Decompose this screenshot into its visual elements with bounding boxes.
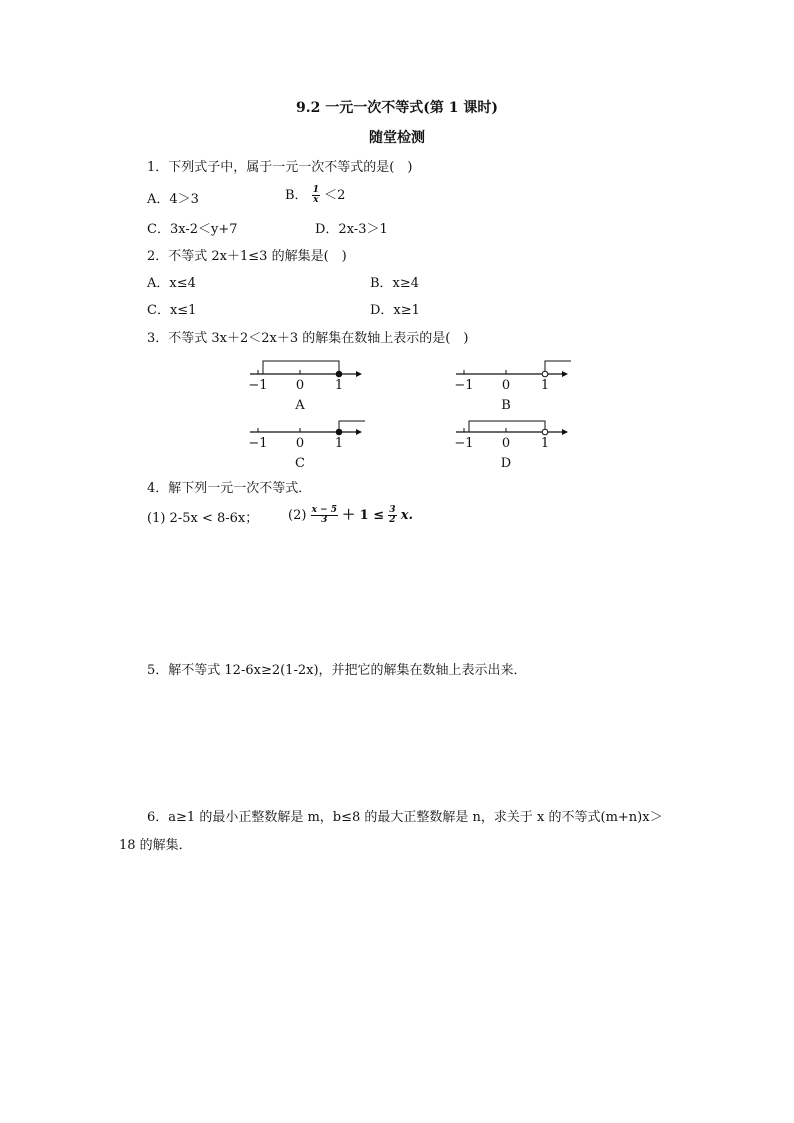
solution-range <box>339 421 365 432</box>
number-line-a-marks <box>248 361 362 413</box>
q3-stem: 3．不等式 3x＋2＜2x＋3 的解集在数轴上表示的是( ) <box>147 331 469 346</box>
solution-range <box>545 361 571 374</box>
option-label: D <box>500 456 512 471</box>
closed-point <box>336 429 342 435</box>
number-line-d <box>454 420 574 472</box>
q4-part1: (1) 2-5x < 8-6x； <box>147 511 259 526</box>
q4-part2-numerator-1: x − 5 <box>311 505 337 515</box>
solution-range <box>469 421 545 432</box>
tick-label: −1 <box>248 378 268 393</box>
q1-option-a: A．4＞3 <box>147 192 199 207</box>
number-line-c-marks <box>248 421 365 471</box>
page-title: 9.2 一元一次不等式(第 1 课时) <box>296 100 498 116</box>
option-label: C <box>295 456 305 471</box>
number-line-b-marks <box>454 361 571 413</box>
tick-label: 1 <box>540 378 550 393</box>
q1-option-b-suffix: ＜2 <box>324 188 346 203</box>
tick-label: 1 <box>334 436 344 451</box>
solution-range <box>263 361 339 374</box>
tick-label: −1 <box>454 436 474 451</box>
tick-label: 0 <box>501 378 511 393</box>
tick-label: −1 <box>248 436 268 451</box>
q1-option-b-fraction <box>312 186 320 205</box>
q5-stem: 5．解不等式 12-6x≥2(1-2x)，并把它的解集在数轴上表示出来． <box>147 663 527 678</box>
q1-option-b <box>285 186 345 205</box>
q6-line-2: 18 的解集． <box>119 838 192 853</box>
tick-label: 1 <box>540 436 550 451</box>
q4-part2 <box>288 506 413 525</box>
number-line-a-svg <box>248 357 368 415</box>
number-line-a <box>248 357 368 415</box>
q4-part2-fraction-1 <box>311 506 338 525</box>
number-line-d-svg <box>454 420 574 472</box>
open-point <box>542 429 548 435</box>
open-point <box>542 371 548 377</box>
axis-arrow <box>562 429 568 435</box>
tick-label: 0 <box>295 378 305 393</box>
tick-label: 0 <box>295 436 305 451</box>
axis-arrow <box>562 371 568 377</box>
number-line-c <box>248 420 368 472</box>
option-label: A <box>295 398 305 413</box>
axis-arrow <box>356 429 362 435</box>
page-subtitle: 随堂检测 <box>369 130 425 146</box>
number-line-c-svg <box>248 420 368 472</box>
number-line-b <box>454 357 574 415</box>
q4-part2-prefix: (2) <box>288 508 307 523</box>
axis-arrow <box>356 371 362 377</box>
q4-part2-middle: ＋ 1 ≤ <box>342 508 385 523</box>
option-label: B <box>501 398 511 413</box>
q4-part2-end: x. <box>400 508 413 523</box>
q1-option-b-prefix: B． <box>285 188 308 203</box>
q4-part2-fraction-2 <box>388 506 396 525</box>
q4-stem: 4．解下列一元一次不等式． <box>147 481 312 496</box>
q1-option-c: C．3x-2＜y+7 <box>147 222 238 237</box>
q2-stem: 2．不等式 2x＋1≤3 的解集是( ) <box>147 249 347 264</box>
q4-part2-numerator-2: 3 <box>389 505 396 515</box>
q2-option-c: C．x≤1 <box>147 303 197 318</box>
closed-point <box>336 371 342 377</box>
q1-stem: 1．下列式子中，属于一元一次不等式的是( ) <box>147 160 413 175</box>
tick-label: −1 <box>454 378 474 393</box>
tick-label: 0 <box>501 436 511 451</box>
q6-line-1: 6．a≥1 的最小正整数解是 m，b≤8 的最大正整数解是 n，求关于 x 的不等式(m+n)x＞ <box>147 810 663 825</box>
q2-option-b: B．x≥4 <box>370 276 420 291</box>
q1-option-d: D．2x-3＞1 <box>315 222 388 237</box>
q2-option-a: A．x≤4 <box>147 276 196 291</box>
q2-option-d: D．x≥1 <box>370 303 420 318</box>
q1-option-b-denominator: x <box>313 195 319 205</box>
number-line-b-svg <box>454 357 574 415</box>
q4-part2-denominator-1: 3 <box>321 515 328 525</box>
number-line-d-marks <box>454 421 568 471</box>
q4-part2-denominator-2: 2 <box>389 515 396 525</box>
q1-option-b-numerator: 1 <box>312 185 319 195</box>
tick-label: 1 <box>334 378 344 393</box>
